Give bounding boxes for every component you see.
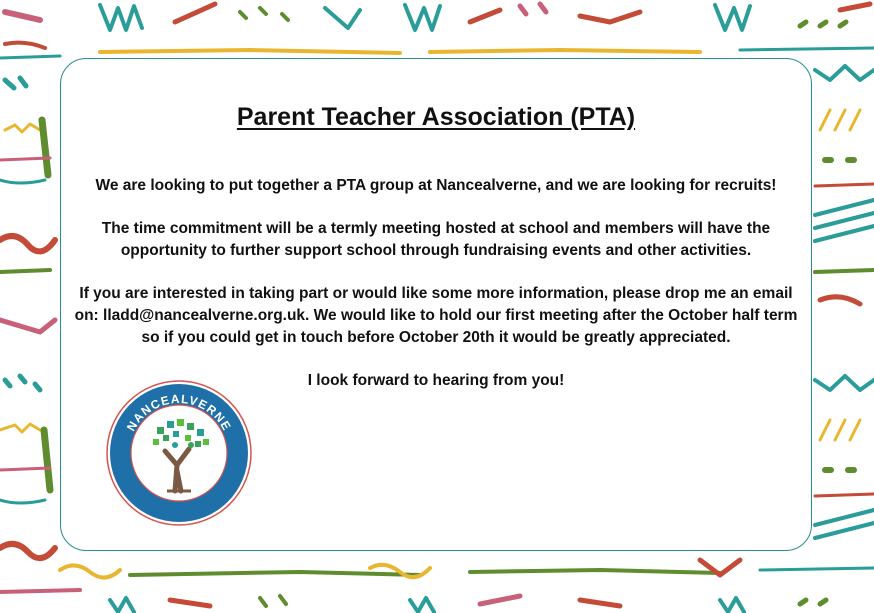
paragraph-closing: I look forward to hearing from you! bbox=[307, 372, 565, 389]
pta-notice-card bbox=[60, 58, 812, 551]
logo-bottom-text: SCHOOL bbox=[149, 478, 209, 501]
paragraph-commitment: The time commitment will be a termly meeting hosted at school and members will have the opportunity to further support school through fundraising events and other activities. bbox=[101, 220, 771, 259]
paragraph-intro: We are looking to put together a PTA group at Nancealverne, and we are looking for recruits! bbox=[95, 177, 777, 194]
paragraph-contact: If you are interested in taking part or would like some more information, please drop me an email on: lladd@nancealverne.org.uk. We would like to hold our first meeting after the October half term so if you could get in touch before October 20th it would be greatly appreciated. bbox=[74, 285, 798, 346]
notice-body bbox=[69, 175, 803, 413]
logo-top-text: NANCEALVERNE bbox=[123, 391, 235, 434]
page-title: Parent Teacher Association (PTA) bbox=[236, 103, 636, 131]
school-logo bbox=[105, 379, 253, 527]
